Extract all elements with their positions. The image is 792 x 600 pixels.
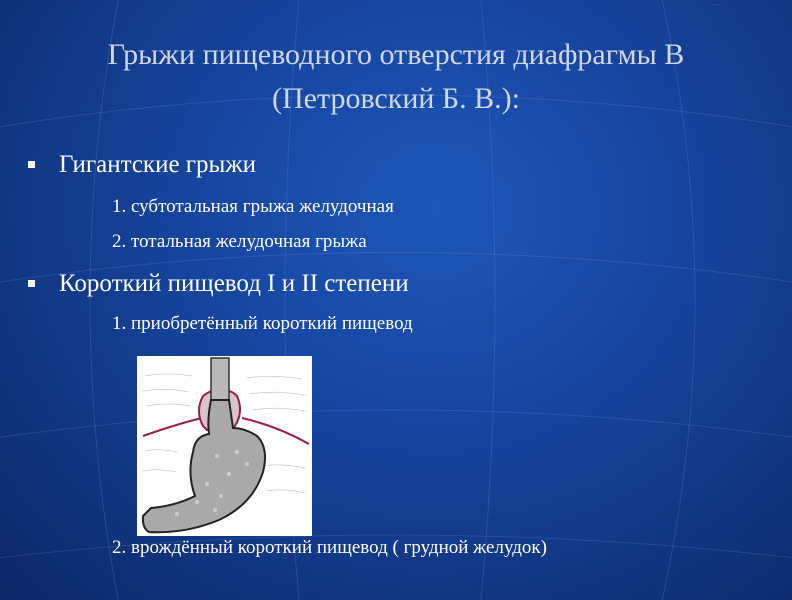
bullet-short-esophagus: [28, 269, 768, 299]
square-bullet-icon: [28, 161, 35, 168]
list-item: 1. приобретённый короткий пищевод: [112, 313, 413, 334]
title-line-1: Грыжи пищеводного отверстия диафрагмы В: [107, 38, 685, 71]
slide-title: [20, 33, 772, 121]
list-item: 1. субтотальная грыжа желудочная: [112, 196, 394, 217]
watermark: ·····: [712, 2, 721, 8]
bullet-giant-hernias: [28, 150, 768, 180]
list-item: 2. тотальная желудочная грыжа: [112, 231, 367, 252]
stomach-diagram: [137, 356, 312, 536]
square-bullet-icon: [28, 280, 35, 287]
bullet-heading: Короткий пищевод I и II степени: [59, 270, 409, 297]
stomach-illustration: [137, 356, 312, 536]
list-item: 2. врождённый короткий пищевод ( грудной желудок): [112, 537, 547, 558]
title-line-2: (Петровский Б. В.):: [272, 82, 520, 115]
bullet-heading: Гигантские грыжи: [59, 151, 257, 178]
